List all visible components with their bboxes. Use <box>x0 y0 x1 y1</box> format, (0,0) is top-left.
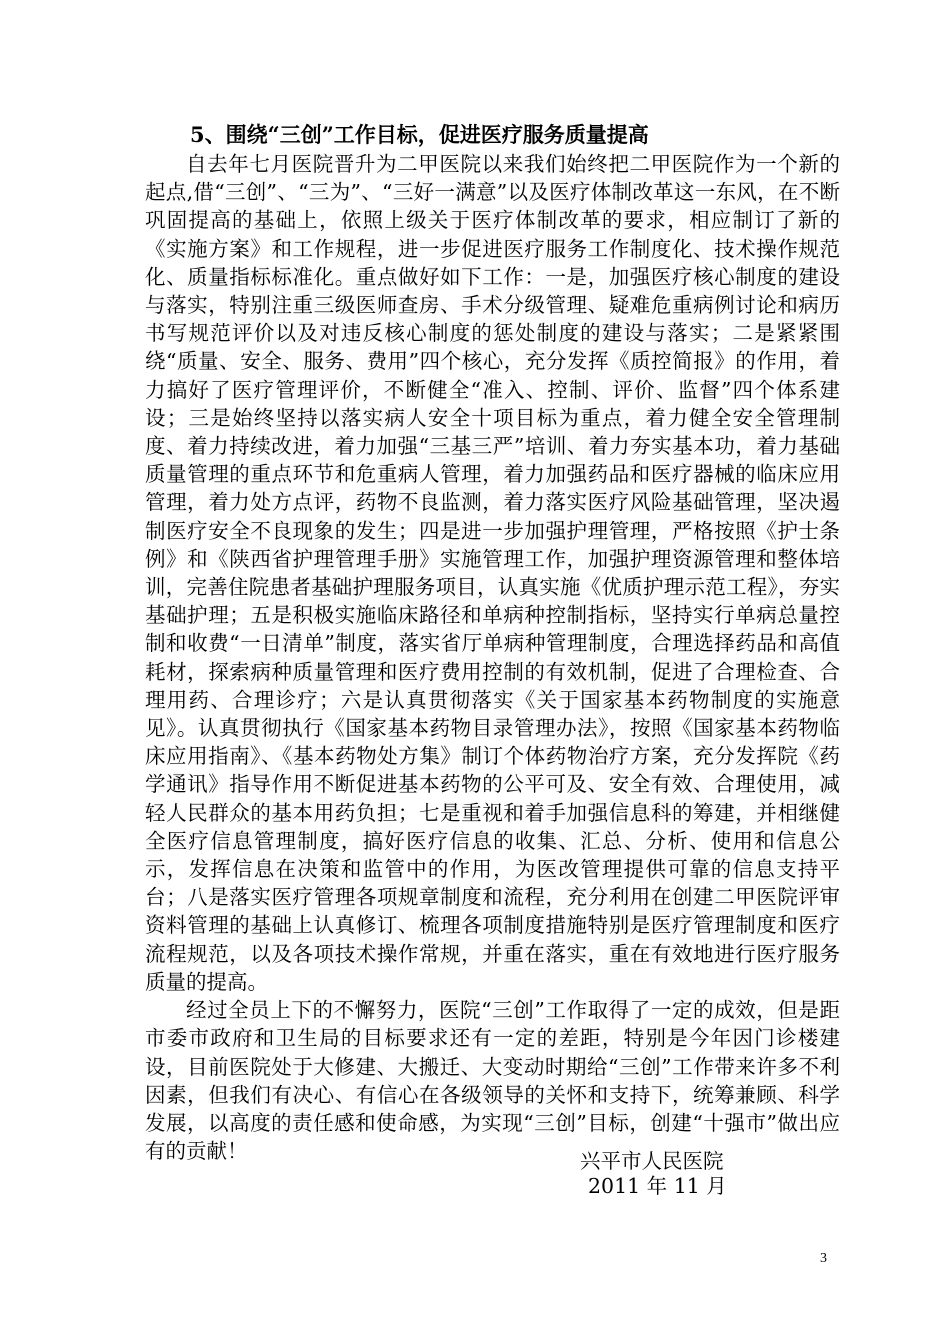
page-number: 3 <box>820 1251 827 1266</box>
signature-organization: 兴平市人民医院 <box>580 1149 724 1173</box>
body-paragraph-1: 自去年七月医院晋升为二甲医院以来我们始终把二甲医院作为一个新的起点,借“三创”、“三为”、“三好一满意”以及医疗体制改革这一东风，在不断巩固提高的基础上，依照上级关于医疗体制改革的要求，相应制订了新的《实施方案》和工作规程，进一步促进医疗服务工作制度化、技术操作规范化、质量指标标准化。重点做好如下工作：一是，加强医疗核心制度的建设与落实，特别注重三级医师查房、手术分级管理、疑难危重病例讨论和病历书写规范评价以及对违反核心制度的惩处制度的建设与落实；二是紧紧围绕“质量、安全、服务、费用”四个核心，充分发挥《质控简报》的作用，着力搞好了医疗管理评价，不断健全“准入、控制、评价、监督”四个体系建设；三是始终坚持以落实病人安全十项目标为重点，着力健全安全管理制度、着力持续改进，着力加强“三基三严”培训、着力夯实基本功，着力基础质量管理的重点环节和危重病人管理，着力加强药品和医疗器械的临床应用管理，着力处方点评，药物不良监测，着力落实医疗风险基础管理，坚决遏制医疗安全不良现象的发生；四是进一步加强护理管理，严格按照《护士条例》和《陕西省护理管理手册》实施管理工作，加强护理资源管理和整体培训，完善住院患者基础护理服务项目，认真实施《优质护理示范工程》，夯实基础护理；五是积极实施临床路径和单病种控制指标，坚持实行单病总量控制和收费“一日清单”制度，落实省厅单病种管理制度，合理选择药品和高值耗材，探索病种质量管理和医疗费用控制的有效机制，促进了合理检查、合理用药、合理诊疗；六是认真贯彻落实《关于国家基本药物制度的实施意见》。认真贯彻执行《国家基本药物目录管理办法》，按照《国家基本药物临床应用指南》、《基本药物处方集》制订个体药物治疗方案，充分发挥院《药学通讯》指导作用不断促进基本药物的公平可及、安全有效、合理使用，减轻人民群众的基本用药负担；七是重视和着手加强信息科的筹建，并相继健全医疗信息管理制度，搞好医疗信息的收集、汇总、分析、使用和信息公示，发挥信息在决策和监管中的作用，为医改管理提供可靠的信息支持平台；八是落实医疗管理各项规章制度和流程，充分利用在创建二甲医院评审资料管理的基础上认真修订、梳理各项制度措施特别是医疗管理制度和医疗流程规范，以及各项技术操作常规，并重在落实，重在有效地进行医疗服务质量的提高。 <box>145 152 840 994</box>
body-text <box>145 150 840 1165</box>
section-heading: 5、围绕“三创”工作目标，促进医疗服务质量提高 <box>190 122 649 147</box>
body-paragraph-2: 经过全员上下的不懈努力，医院“三创”工作取得了一定的成效，但是距市委市政府和卫生局的目标要求还有一定的差距，特别是今年因门诊楼建设，目前医院处于大修建、大搬迁、大变动时期给“三创”工作带来许多不利因素，但我们有决心、有信心在各级领导的关怀和支持下，统筹兼顾、科学发展，以高度的责任感和使命感，为实现“三创”目标，创建“十强市”做出应有的贡献！ <box>145 998 840 1164</box>
signature-date: 2011 年 11 月 <box>588 1174 727 1198</box>
